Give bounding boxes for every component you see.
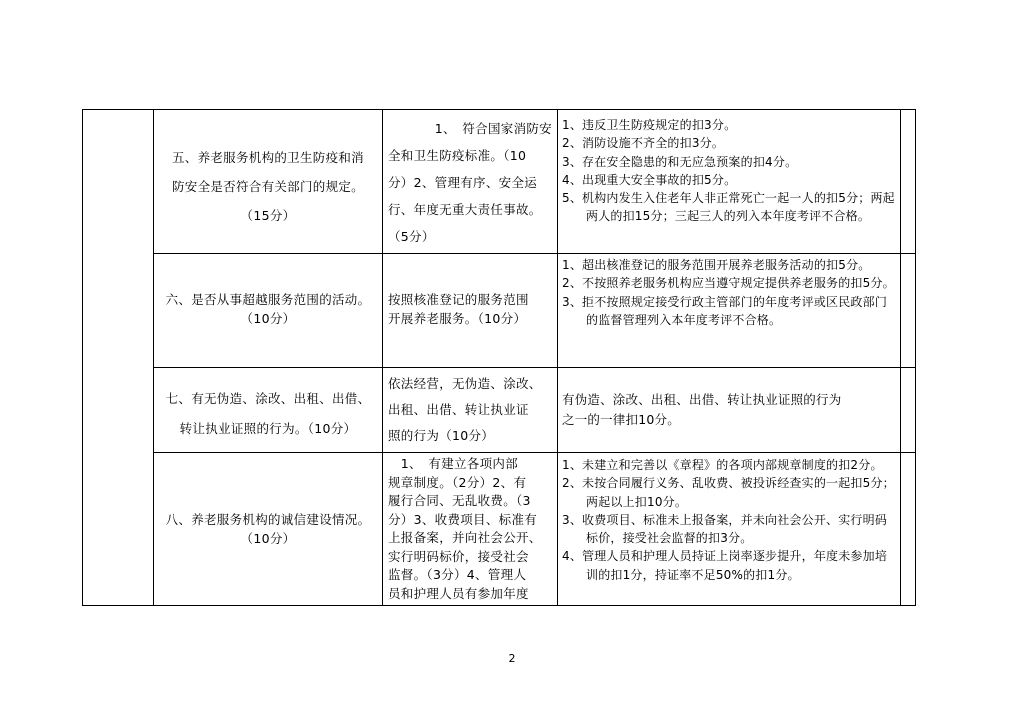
- standard-line: 分）3、收费项目、标准有: [388, 511, 538, 527]
- standard-line: 依法经营，无伪造、涂改、: [388, 376, 542, 391]
- deduction-item: 3、拒不按照规定接受行政主管部门的年度考评或区民政部门的监督管理列入本年度考评不合格。: [562, 294, 888, 327]
- deduction-item: 1、超出核准登记的服务范围开展养老服务活动的扣5分。: [562, 258, 871, 272]
- item-line: （15分）: [240, 208, 296, 223]
- item-line: 七、有无伪造、涂改、出租、出借、: [165, 391, 371, 406]
- deduction-item: 1、未建立和完善以《章程》的各项内部规章制度的扣2分。: [562, 458, 883, 472]
- row-8-standard: [384, 455, 556, 603]
- item-line: 八、养老服务机构的诚信建设情况。: [165, 512, 371, 527]
- item-line: 转让执业证照的行为。（10分）: [179, 421, 357, 436]
- page-number: 2: [508, 652, 516, 665]
- table-border-right: [915, 109, 916, 606]
- deduction-item: 2、不按照养老服务机构应当遵守规定提供养老服务的扣5分。: [562, 276, 895, 291]
- standard-line: 员和护理人员有参加年度: [388, 585, 529, 601]
- row-7-item: [154, 384, 382, 444]
- row-7-standard: [384, 371, 556, 449]
- standard-line: 规章制度。（2分）2、有: [388, 474, 527, 490]
- row-8-deductions: [559, 456, 900, 584]
- standard-line: 出租、出借、转让执业证: [388, 402, 529, 417]
- row-5-standard: [384, 115, 556, 250]
- standard-line: 履行合同、无乱收费。（3: [388, 493, 531, 508]
- deduction-line: 有伪造、涂改、出租、出借、转让执业证照的行为: [562, 392, 842, 407]
- standard-line: 实行明码标价，接受社会: [388, 548, 529, 564]
- table-border-bottom: [82, 605, 916, 606]
- row-5-item: [154, 143, 382, 230]
- table-border-top: [82, 109, 916, 110]
- deduction-item: 2、消防设施不齐全的扣3分。: [562, 136, 725, 151]
- standard-line: 1、 符合国家消防安: [434, 121, 552, 136]
- row-6-deductions: [559, 256, 900, 329]
- standard-line: 开展养老服务。（10分）: [388, 311, 527, 326]
- row-5-deductions: [559, 116, 900, 226]
- standard-line: 分）2、管理有序、安全运: [388, 175, 538, 190]
- item-line: 五、养老服务机构的卫生防疫和消: [171, 150, 364, 165]
- item-line: 六、是否从事超越服务范围的活动。: [165, 292, 371, 307]
- row-6-item: [154, 290, 382, 328]
- standard-line: 1、 有建立各项内部: [388, 456, 519, 471]
- item-line: （10分）: [240, 531, 296, 546]
- table-border-left: [82, 109, 83, 606]
- standard-line: 上报备案，并向社会公开、: [388, 530, 542, 545]
- deduction-item: 3、收费项目、标准未上报备案，并未向社会公开、实行明码标价，接受社会监督的扣3分。: [562, 512, 888, 546]
- deduction-line: 之一的一律扣10分。: [562, 412, 680, 427]
- row-6-standard: [384, 290, 556, 328]
- column-divider: [382, 109, 383, 606]
- standard-line: 行、年度无重大责任事故。: [388, 202, 542, 217]
- deduction-item: 1、违反卫生防疫规定的扣3分。: [562, 118, 737, 132]
- row-7-deductions: [559, 390, 900, 430]
- row-divider: [154, 452, 916, 453]
- row-divider: [154, 367, 916, 368]
- deduction-item: 4、出现重大安全事故的扣5分。: [562, 172, 737, 187]
- column-divider: [557, 109, 558, 606]
- standard-line: 照的行为（10分）: [388, 428, 495, 443]
- row-divider: [154, 253, 916, 254]
- deduction-item: 3、存在安全隐患的和无应急预案的扣4分。: [562, 154, 798, 169]
- item-line: 防安全是否符合有关部门的规定。: [171, 179, 364, 194]
- standard-line: 按照核准登记的服务范围: [388, 292, 529, 307]
- row-8-item: [154, 510, 382, 548]
- deduction-item: 2、未按合同履行义务、乱收费、被投诉经查实的一起扣5分；两起以上扣10分。: [562, 476, 895, 509]
- item-line: （10分）: [240, 311, 296, 326]
- column-divider: [900, 109, 901, 606]
- standard-line: 全和卫生防疫标准。（10: [388, 148, 527, 163]
- standard-line: 监督。（3分）4、管理人: [388, 567, 527, 582]
- deduction-item: 4、管理人员和护理人员持证上岗率逐步提升，年度未参加培训的扣1分，持证率不足50%的扣1分。: [562, 549, 888, 582]
- standard-line: （5分）: [388, 229, 435, 244]
- deduction-item: 5、机构内发生入住老年人非正常死亡一起一人的扣5分；两起两人的扣15分；三起三人的列入本年度考评不合格。: [562, 191, 895, 224]
